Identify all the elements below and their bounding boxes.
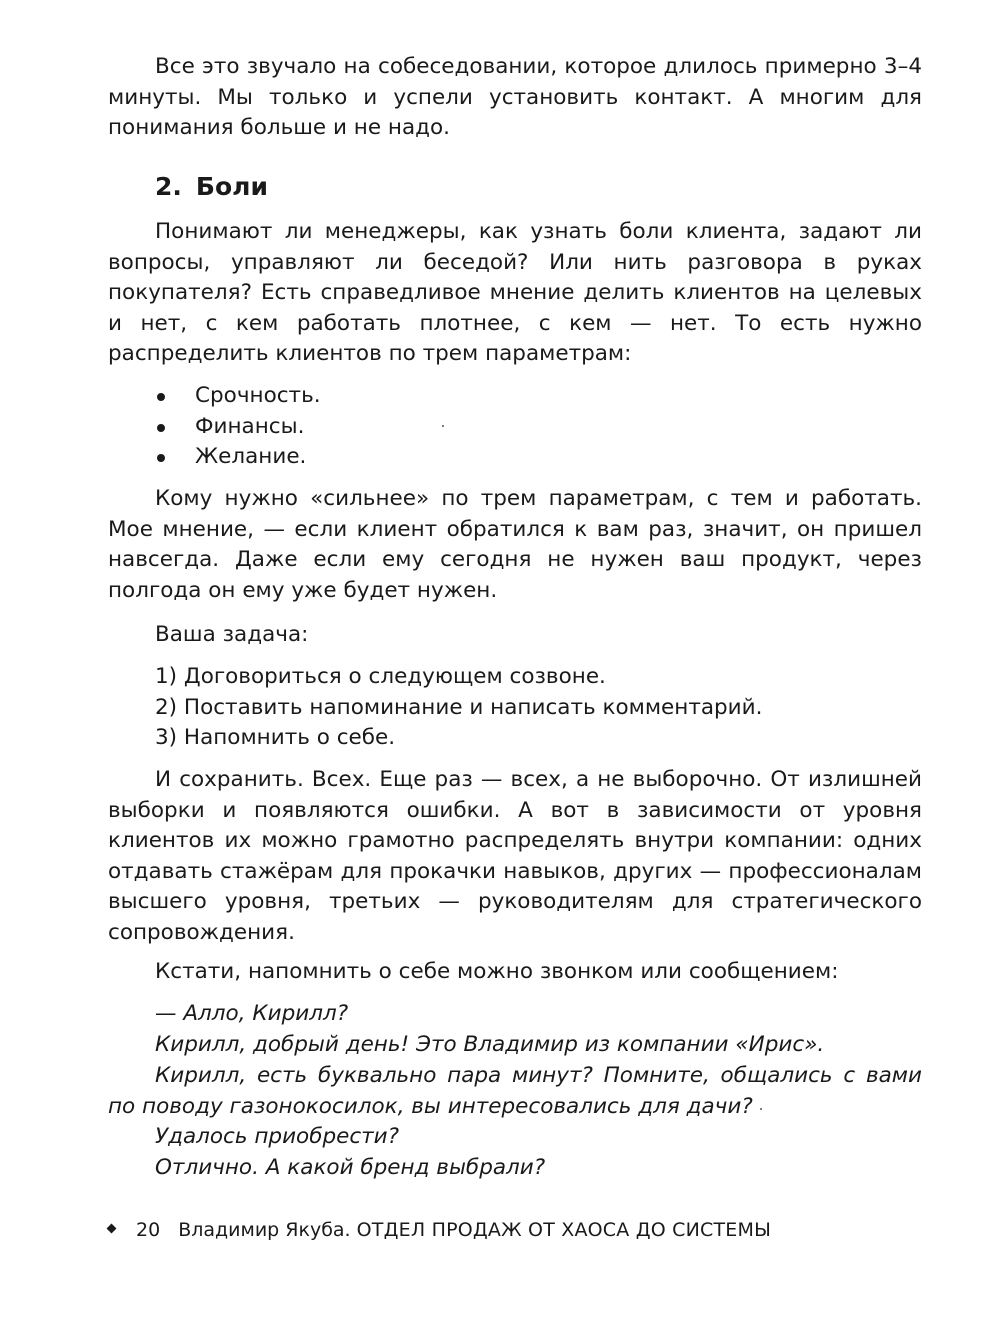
paragraph-save-all: И сохранить. Всех. Еще раз — всех, а не выборочно. От излишней выборки и появляются ошибки. А вот в зависимости от уровня клиентов их можно грамотно распределять внутри компании: одних отдавать стажёрам для прокачки навыков, других — профессионалам высшего уровня, третьих — руководителям для стратегического сопровождения. [108,767,922,945]
parameters-list [155,381,321,473]
diamond-icon [107,1224,117,1234]
dialog-line: Удалось приобрести? [155,1124,400,1149]
paragraph-interview: Все это звучало на собеседовании, которое длилось примерно 3–4 минуты. Мы только и успели установить контакт. А многим для понимания больше и не надо. [108,54,922,140]
scan-speck [442,425,444,427]
list-item: Желание. [155,442,321,473]
section-heading [155,170,268,204]
list-item: Финансы. [155,412,321,443]
section-number: 2. [155,172,182,201]
dialog-line: — Алло, Кирилл? [155,1001,349,1026]
page-number: 20 [136,1219,161,1241]
paragraph-task-intro: Ваша задача: [155,622,309,647]
scan-speck [760,1108,762,1110]
section-title: Боли [195,172,268,201]
dialog-line: Кирилл, добрый день! Это Владимир из компании «Ирис». [155,1032,825,1057]
footer-book-title: ОТДЕЛ ПРОДАЖ ОТ ХАОСА ДО СИСТЕМЫ [356,1219,772,1241]
footer-author: Владимир Якуба. [178,1219,351,1241]
list-item: 1) Договориться о следующем созвоне. [155,664,606,689]
paragraph-stronger: Кому нужно «сильнее» по трем параметрам, с тем и работать. Мое мнение, — если клиент обратился к вам раз, значит, он пришел навсегда. Даже если ему сегодня не нужен ваш продукт, через полгода он ему уже будет нужен. [108,486,922,603]
page-footer [108,1215,771,1245]
list-item: Срочность. [155,381,321,412]
tasks-list [155,662,762,754]
dialog-line: Отлично. А какой бренд выбрали? [155,1155,546,1180]
paragraph-reminder: Кстати, напомнить о себе можно звонком или сообщением: [155,959,839,984]
list-item: 2) Поставить напоминание и написать комментарий. [155,694,763,720]
paragraph-pains: Понимают ли менеджеры, как узнать боли клиента, задают ли вопросы, управляют ли беседой? Или нить разговора в руках покупателя? Есть справедливое мнение делить клиентов на целевых и нет, с кем работать плотнее, с кем — нет. То есть нужно распределить клиентов по трем параметрам: [108,219,922,366]
dialog-line: Кирилл, есть буквально пара минут? Помните, общались с вами по поводу газонокосилок, вы интересовались для дачи? [108,1063,922,1119]
list-item: 3) Напомнить о себе. [155,725,396,750]
